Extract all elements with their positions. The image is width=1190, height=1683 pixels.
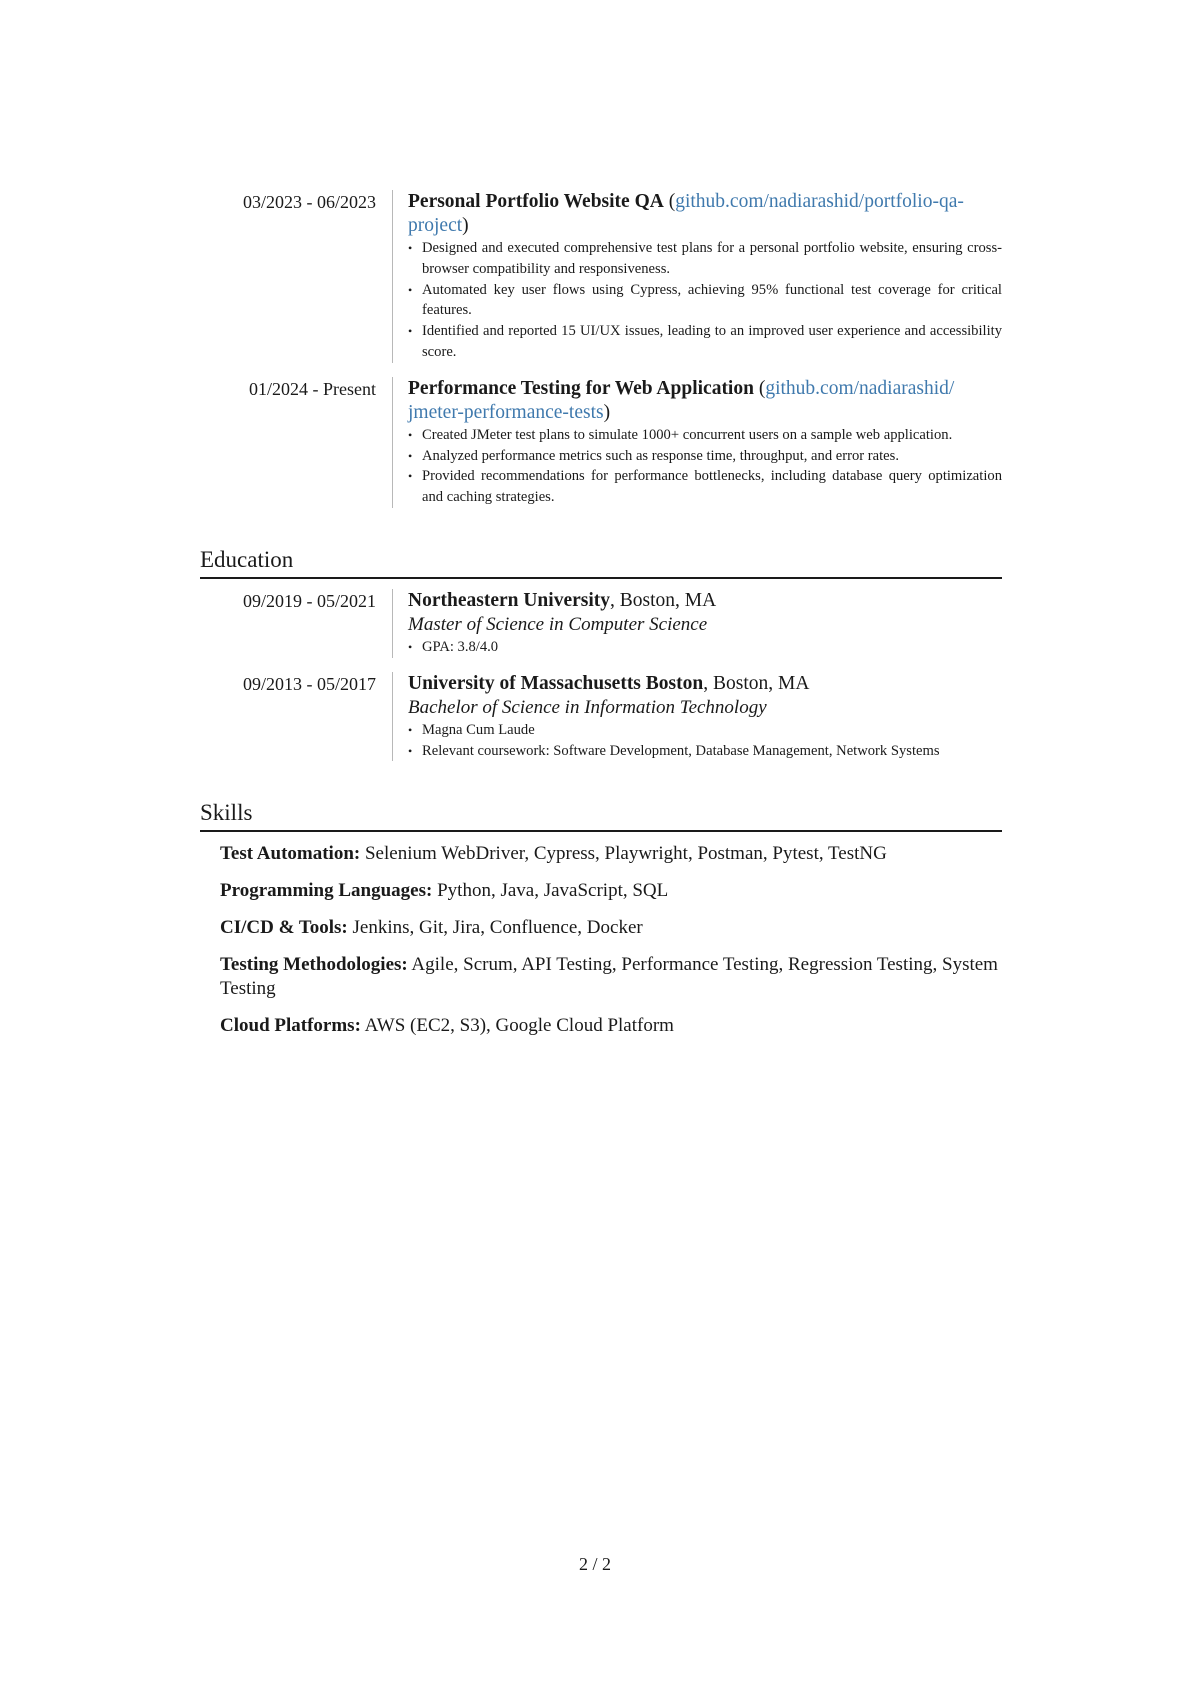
education-bullets [408,720,1002,762]
school-name: Northeastern University [408,589,610,611]
school-location: , Boston, MA [610,589,717,611]
project-link[interactable]: github.com/nadiarashid/ jmeter-performance-tests [408,377,955,423]
open-paren: ( [668,191,676,212]
project-entry [200,190,1002,363]
education-date: 09/2019 - 05/2021 [243,590,376,611]
project-date: 03/2023 - 06/2023 [243,192,376,212]
close-paren: ) [462,215,469,236]
project-bullets [408,238,1002,363]
education-body [392,672,1002,762]
skill-value: Python, Java, JavaScript, SQL [432,880,669,902]
education-entry [200,672,1002,762]
education-bullets [408,637,1002,658]
list-item: • Identified and reported 15 UI/UX issues, leading to an improved user experience and accessibility score. [408,321,1002,363]
project-title: Performance Testing for Web Application [408,377,754,399]
project-body [392,190,1002,363]
skill-row [200,953,1002,1001]
education-body [392,589,1002,658]
page-number: 2 / 2 [578,1554,611,1574]
open-paren: ( [758,377,766,399]
education-title-line [408,589,1002,613]
skill-value: Selenium WebDriver, Cypress, Playwright, Postman, Pytest, TestNG [360,843,887,865]
degree: Master of Science in Computer Science [408,613,708,635]
school-name: University of Massachusetts Boston [408,672,704,694]
skill-label: CI/CD & Tools: [220,917,348,939]
project-link[interactable]: github.com/nadiarashid/portfolio-qa- project [408,191,964,236]
project-title: Personal Portfolio Website QA [408,191,664,212]
skill-row [200,842,1002,866]
project-title-line [408,190,1002,238]
project-entry [200,377,1002,508]
project-date: 01/2024 - Present [249,378,376,399]
education-title-line [408,672,1002,696]
list-item: • Provided recommendations for performance bottlenecks, including database query optimization and caching strategies. [408,466,1002,508]
degree: Bachelor of Science in Information Technology [408,696,767,718]
list-item: • Relevant coursework: Software Development, Database Management, Network Systems [408,741,1002,762]
skill-value: Agile, Scrum, API Testing, Performance Testing, Regression Testing, System Testing [220,954,998,1000]
skill-value: AWS (EC2, S3), Google Cloud Platform [360,1015,674,1037]
skill-label: Programming Languages: [220,880,433,902]
education-date: 09/2013 - 05/2017 [243,673,376,694]
skill-row [200,879,1002,903]
list-item: • GPA: 3.8/4.0 [408,637,1002,658]
close-paren: ) [603,401,611,423]
skill-label: Cloud Platforms: [220,1015,361,1037]
resume-page [200,190,1002,1038]
list-item: • Created JMeter test plans to simulate 1000+ concurrent users on a sample web application. [408,425,1002,446]
project-bullets [408,425,1002,508]
project-title-line [408,377,1002,425]
list-item: • Designed and executed comprehensive test plans for a personal portfolio website, ensuring cross-browser compatibility and responsiveness. [408,238,1002,280]
list-item: • Analyzed performance metrics such as response time, throughput, and error rates. [408,446,1002,467]
list-item: • Magna Cum Laude [408,720,1002,741]
list-item: • Automated key user flows using Cypress, achieving 95% functional test coverage for critical features. [408,280,1002,322]
school-location: , Boston, MA [703,672,810,694]
skills-heading: Skills [200,799,1002,832]
skill-label: Test Automation: [220,843,361,865]
education-heading: Education [200,546,1002,579]
skill-row [200,916,1002,940]
skill-value: Jenkins, Git, Jira, Confluence, Docker [347,917,643,939]
education-entry [200,589,1002,658]
skill-row [200,1014,1002,1038]
skill-label: Testing Methodologies: [220,954,408,976]
project-body [392,377,1002,508]
